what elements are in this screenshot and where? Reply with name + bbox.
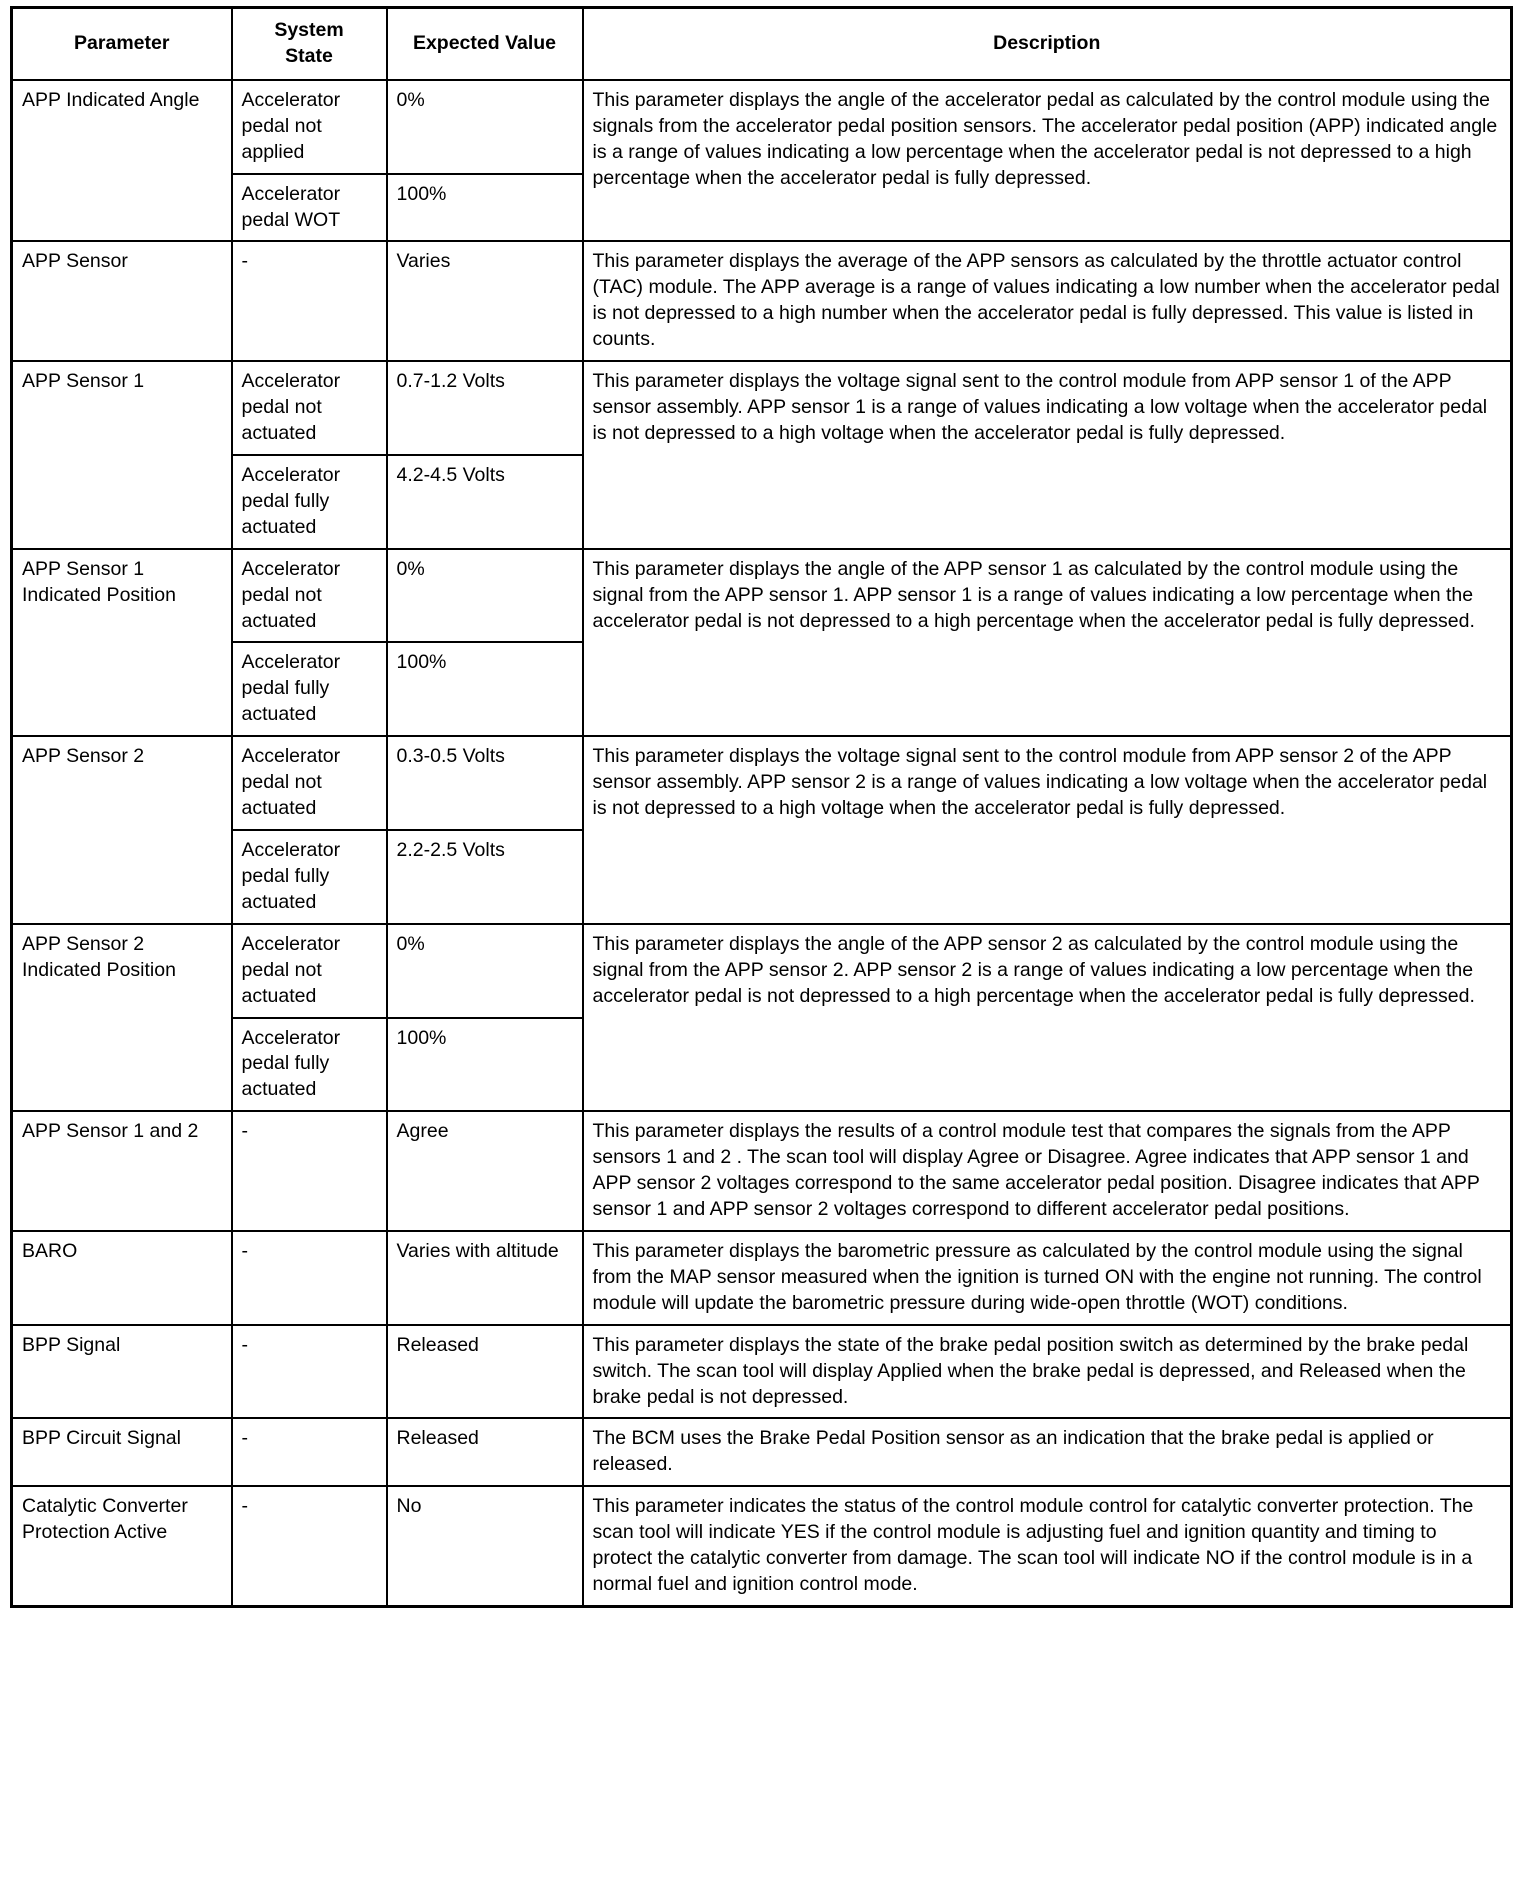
description-cell: This parameter displays the voltage signal sent to the control module from APP sensor 1 of the APP sensor assembly. APP sensor 1 is a range of values indicating a low voltage when the accelerator pedal is not depressed to a high voltage when the accelerator pedal is fully depressed. [583,361,1512,549]
table-row [12,1418,1512,1486]
description-cell: This parameter displays the voltage signal sent to the control module from APP sensor 2 of the APP sensor assembly. APP sensor 2 is a range of values indicating a low voltage when the accelerator pedal is not depressed to a high voltage when the accelerator pedal is fully depressed. [583,736,1512,924]
parameter-name-cell: APP Sensor 2 [12,736,232,924]
description-cell: This parameter displays the angle of the APP sensor 1 as calculated by the control module using the signal from the APP sensor 1. APP sensor 1 is a range of values indicating a low percentage when the accelerator pedal is not depressed to a high percentage when the accelerator pedal is fully depressed. [583,549,1512,737]
parameter-name-cell: APP Sensor 1 Indicated Position [12,549,232,737]
table-row [12,736,1512,830]
table-row [12,1325,1512,1419]
description-cell: This parameter displays the angle of the APP sensor 2 as calculated by the control module using the signal from the APP sensor 2. APP sensor 2 is a range of values indicating a low percentage when the accelerator pedal is not depressed to a high percentage when the accelerator pedal is fully depressed. [583,924,1512,1112]
system-state-cell: - [232,241,387,361]
parameter-name-cell: APP Sensor 1 [12,361,232,549]
column-header-system-state [232,8,387,80]
system-state-cell: - [232,1418,387,1486]
parameter-name-cell: BPP Signal [12,1325,232,1419]
table-row [12,924,1512,1018]
system-state-cell: Accelerator pedal not actuated [232,361,387,455]
table-body [12,80,1512,1607]
parameter-name-cell: Catalytic Converter Protection Active [12,1486,232,1606]
system-state-cell: Accelerator pedal not actuated [232,549,387,643]
description-cell: This parameter displays the average of the APP sensors as calculated by the throttle actuator control (TAC) module. The APP average is a range of values indicating a low number when the accelerator pedal is not depressed to a high number when the accelerator pedal is fully depressed. This value is listed in counts. [583,241,1512,361]
column-header-system-state-line1: System [274,19,344,41]
table-row [12,549,1512,643]
expected-value-cell: 4.2-4.5 Volts [387,455,583,549]
parameter-name-cell: APP Sensor 2 Indicated Position [12,924,232,1112]
description-cell: This parameter displays the state of the brake pedal position switch as determined by the brake pedal switch. The scan tool will display Applied when the brake pedal is depressed, and Released when the brake pedal is not depressed. [583,1325,1512,1419]
expected-value-cell: 0.7-1.2 Volts [387,361,583,455]
system-state-cell: - [232,1486,387,1606]
table-row [12,1111,1512,1231]
table-row [12,241,1512,361]
expected-value-cell: 100% [387,174,583,242]
table-header-row [12,8,1512,80]
system-state-cell: Accelerator pedal not actuated [232,924,387,1018]
description-cell: This parameter displays the angle of the accelerator pedal as calculated by the control module using the signals from the accelerator pedal position sensors. The accelerator pedal position (APP) indicated angle is a range of values indicating a low percentage when the accelerator pedal is not depressed to a high percentage when the accelerator pedal is fully depressed. [583,80,1512,242]
system-state-cell: Accelerator pedal not actuated [232,736,387,830]
expected-value-cell: 0% [387,80,583,174]
system-state-cell: - [232,1111,387,1231]
column-header-parameter: Parameter [12,8,232,80]
system-state-cell: Accelerator pedal WOT [232,174,387,242]
description-cell: This parameter displays the barometric pressure as calculated by the control module using the signal from the MAP sensor measured when the ignition is turned ON with the engine not running. The control module will update the barometric pressure during wide-open throttle (WOT) conditions. [583,1231,1512,1325]
expected-value-cell: 0% [387,924,583,1018]
description-cell: This parameter displays the results of a control module test that compares the signals from the APP sensors 1 and 2 . The scan tool will display Agree or Disagree. Agree indicates that APP sensor 1 and APP sensor 2 voltages correspond to the same accelerator pedal position. Disagree indicates that APP sensor 1 and APP sensor 2 voltages correspond to different accelerator pedal positions. [583,1111,1512,1231]
expected-value-cell: Released [387,1418,583,1486]
parameter-name-cell: APP Sensor [12,241,232,361]
expected-value-cell: Varies with altitude [387,1231,583,1325]
expected-value-cell: 2.2-2.5 Volts [387,830,583,924]
description-cell: The BCM uses the Brake Pedal Position sensor as an indication that the brake pedal is applied or released. [583,1418,1512,1486]
parameter-description-table [10,6,1513,1608]
table-header [12,8,1512,80]
system-state-cell: Accelerator pedal fully actuated [232,1018,387,1112]
expected-value-cell: 100% [387,1018,583,1112]
expected-value-cell: No [387,1486,583,1606]
table-row [12,361,1512,455]
expected-value-cell: 0% [387,549,583,643]
parameter-name-cell: BARO [12,1231,232,1325]
expected-value-cell: Released [387,1325,583,1419]
system-state-cell: Accelerator pedal fully actuated [232,455,387,549]
expected-value-cell: 100% [387,642,583,736]
parameter-name-cell: BPP Circuit Signal [12,1418,232,1486]
column-header-description: Description [583,8,1512,80]
column-header-expected-value: Expected Value [387,8,583,80]
system-state-cell: - [232,1325,387,1419]
system-state-cell: Accelerator pedal not applied [232,80,387,174]
system-state-cell: - [232,1231,387,1325]
parameter-name-cell: APP Sensor 1 and 2 [12,1111,232,1231]
expected-value-cell: Agree [387,1111,583,1231]
table-row [12,1231,1512,1325]
description-cell: This parameter indicates the status of the control module control for catalytic converter protection. The scan tool will indicate YES if the control module is adjusting fuel and ignition quantity and timing to protect the catalytic converter from damage. The scan tool will indicate NO if the control module is in a normal fuel and ignition control mode. [583,1486,1512,1606]
system-state-cell: Accelerator pedal fully actuated [232,830,387,924]
expected-value-cell: 0.3-0.5 Volts [387,736,583,830]
system-state-cell: Accelerator pedal fully actuated [232,642,387,736]
column-header-system-state-line2: State [285,44,333,67]
parameter-name-cell: APP Indicated Angle [12,80,232,242]
expected-value-cell: Varies [387,241,583,361]
table-row [12,80,1512,174]
table-row [12,1486,1512,1606]
